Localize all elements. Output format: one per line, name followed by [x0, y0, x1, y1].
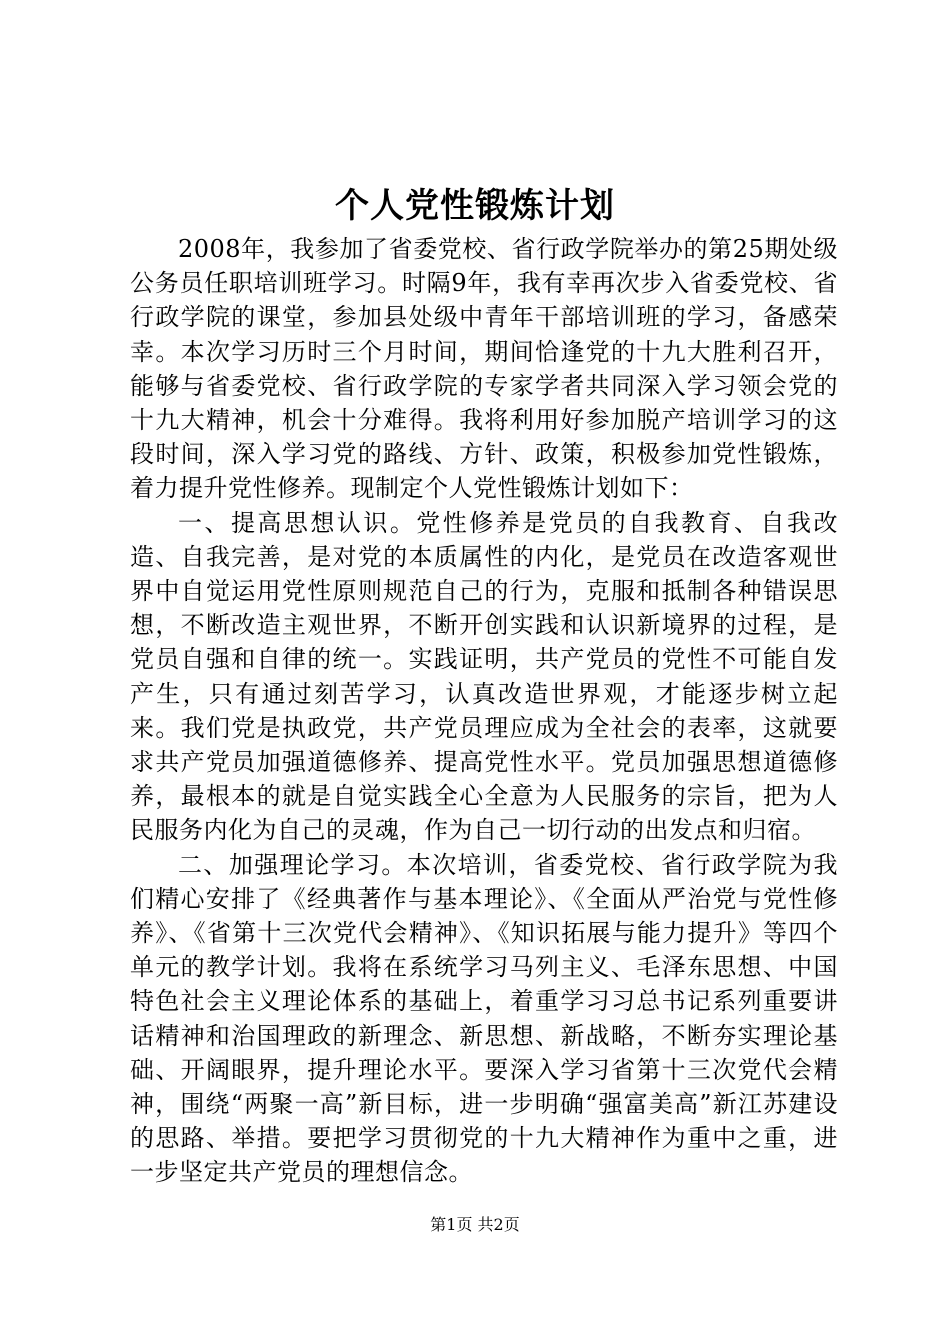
paragraph-section-1: 一、提高思想认识。党性修养是党员的自我教育、自我改造、自我完善，是对党的本质属性的内化，是党员在改造客观世界中自觉运用党性原则规范自己的行为，克服和抵制各种错误思想，不断改造主观世界，不断开创实践和认识新境界的过程，是党员自强和自律的统一。实践证明，共产党员的党性不可能自发产生，只有通过刻苦学习，认真改造世界观，才能逐步树立起来。我们党是执政党，共产党员理应成为全社会的表率，这就要求共产党员加强道德修养、提高党性水平。党员加强思想道德修养，最根本的就是自觉实践全心全意为人民服务的宗旨，把为人民服务内化为自己的灵魂，作为自己一切行动的出发点和归宿。 — [130, 508, 838, 845]
document-title: 个人党性锻炼计划 — [335, 186, 615, 226]
page-number-footer: 第1页 共2页 — [430, 1215, 520, 1234]
document-body — [130, 232, 838, 1190]
paragraph-section-2: 二、加强理论学习。本次培训，省委党校、省行政学院为我们精心安排了《经典著作与基本理论》、《全面从严治党与党性修养》、《省第十三次党代会精神》、《知识拓展与能力提升》等四个单元的教学计划。我将在系统学习马列主义、毛泽东思想、中国特色社会主义理论体系的基础上，着重学习习总书记系列重要讲话精神和治国理政的新理念、新思想、新战略，不断夯实理论基础、开阔眼界，提升理论水平。要深入学习省第十三次党代会精神，围绕“两聚一高”新目标，进一步明确“强富美高”新江苏建设的思路、举措。要把学习贯彻党的十九大精神作为重中之重，进一步坚定共产党员的理想信念。 — [130, 850, 838, 1187]
paragraph-intro: 2008年，我参加了省委党校、省行政学院举办的第25期处级公务员任职培训班学习。时隔9年，我有幸再次步入省委党校、省行政学院的课堂，参加县处级中青年干部培训班的学习，备感荣幸。本次学习历时三个月时间，期间恰逢党的十九大胜利召开，能够与省委党校、省行政学院的专家学者共同深入学习领会党的十九大精神，机会十分难得。我将利用好参加脱产培训学习的这段时间，深入学习党的路线、方针、政策，积极参加党性锻炼，着力提升党性修养。现制定个人党性锻炼计划如下： — [130, 235, 838, 503]
